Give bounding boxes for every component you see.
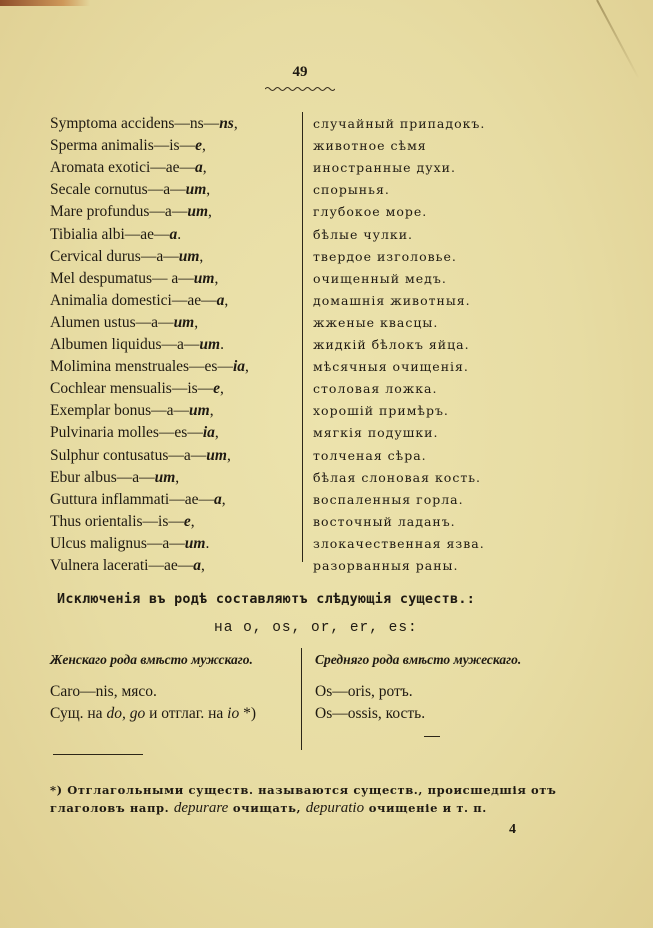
latin-stem: Guttura inflammati—ae—	[50, 490, 214, 508]
suffix-do-go: do, go	[106, 705, 146, 722]
exceptions-subheading: на o, os, or, er, es:	[214, 620, 418, 636]
latin-stem: Sperma animalis—is—	[50, 137, 196, 155]
latin-term	[50, 135, 206, 157]
russian-translation: бѣлые чулки.	[313, 226, 414, 242]
russian-translation: восточный ладанъ.	[313, 513, 456, 529]
separator: ,	[209, 402, 214, 420]
latin-ending: um	[206, 446, 227, 464]
separator: ,	[175, 468, 180, 486]
russian-translation: воспаленныя горла.	[313, 491, 464, 507]
russian-translation: жженые квасцы.	[313, 314, 439, 330]
latin-ending: um	[154, 468, 176, 486]
latin-ending: um	[189, 402, 210, 420]
latin-ending: um	[187, 203, 209, 221]
latin-term	[50, 400, 214, 422]
latin-stem: Aromata exotici—ae—	[50, 159, 196, 177]
latin-ending: e	[183, 512, 191, 530]
latin-ending: um	[178, 247, 200, 265]
column-divider	[302, 112, 303, 562]
separator: ,	[201, 137, 206, 155]
latin-stem: Ebur albus—a—	[50, 468, 155, 486]
russian-translation: мѣсячныя очищенія.	[313, 359, 469, 375]
exceptions-heading: Исключенія въ родѣ составляютъ слѣдующія существ.:	[57, 592, 476, 607]
latin-stem: Symptoma accidens—ns—	[50, 115, 220, 132]
latin-stem: Molimina menstruales—es—	[50, 358, 233, 376]
paper-crease	[596, 0, 640, 80]
separator: .	[177, 225, 182, 243]
russian-translation: хорошій примѣръ.	[313, 403, 449, 419]
latin-stem: Mare profundus—a—	[50, 203, 188, 221]
russian-translation: разорванныя раны.	[313, 558, 459, 573]
russian-translation: глубокое море.	[313, 204, 428, 220]
russian-translation: бѣлая слоновая кость.	[313, 469, 482, 485]
wavy-ornament	[265, 86, 335, 92]
latin-ending: a	[169, 225, 178, 243]
latin-word: depuratio	[305, 800, 365, 816]
russian-translation: злокачественная язва.	[313, 535, 485, 551]
latin-term	[50, 246, 203, 268]
latin-term	[50, 555, 205, 577]
latin-ending: um	[184, 534, 206, 552]
neuter-example-1: Os—oris, ротъ.	[315, 683, 413, 700]
feminine-example-1: Caro—nis, мясо.	[50, 683, 157, 700]
russian-translation: толченая сѣра.	[313, 447, 427, 463]
page-number: 49	[292, 64, 308, 80]
separator: ,	[199, 247, 204, 265]
latin-ending: um	[173, 313, 195, 331]
latin-term	[50, 113, 238, 135]
russian-translation: столовая ложка.	[313, 381, 438, 397]
latin-term	[50, 268, 218, 290]
latin-ending: um	[185, 181, 207, 199]
latin-term	[50, 334, 224, 356]
latin-term	[50, 533, 209, 555]
neuter-column-title: Средняго рода вмѣсто мужескаго.	[315, 652, 522, 667]
latin-word: depurare	[173, 800, 229, 816]
latin-stem: Tibialia albi—ae—	[50, 225, 170, 243]
latin-ending: ia	[202, 424, 215, 442]
separator: ,	[245, 358, 249, 376]
separator: ,	[200, 557, 205, 574]
separator: ,	[190, 512, 195, 530]
signature-mark: 4	[509, 822, 516, 837]
latin-term	[50, 422, 219, 444]
end-dash	[424, 736, 440, 737]
separator: ,	[208, 203, 212, 221]
footnote-rule	[53, 754, 143, 755]
separator: ,	[221, 490, 226, 508]
latin-stem: Animalia domestici—ae—	[50, 291, 217, 309]
latin-stem: Ulcus malignus—a—	[50, 534, 185, 552]
latin-ending: a	[214, 490, 222, 508]
latin-term	[50, 489, 226, 511]
latin-ending: a	[195, 159, 203, 177]
separator: .	[205, 534, 210, 552]
separator: .	[220, 336, 224, 353]
latin-term	[50, 467, 179, 489]
separator: ,	[224, 291, 229, 309]
feminine-column-title: Женскаго рода вмѣсто мужскаго.	[50, 652, 253, 667]
latin-ending: e	[213, 380, 221, 398]
russian-translation: иностранные духи.	[313, 160, 456, 176]
latin-stem: Mel despumatus— a—	[50, 269, 194, 287]
russian-translation: твердое изголовье.	[313, 248, 457, 264]
latin-stem: Albumen liquidus—a—	[50, 336, 200, 353]
latin-term	[50, 179, 210, 201]
latin-ending: e	[195, 137, 202, 155]
latin-stem: Alumen ustus—a—	[50, 313, 174, 331]
latin-ending: um	[193, 269, 215, 287]
latin-term	[50, 511, 195, 533]
russian-translation: животное сѣмя	[313, 138, 427, 154]
text: Сущ. на	[50, 705, 107, 722]
latin-stem: Pulvinaria molles—es—	[50, 424, 203, 442]
footnote-reference[interactable]: *)	[239, 705, 257, 722]
footnote-line-2	[50, 800, 487, 817]
latin-ending: a	[193, 557, 201, 574]
separator: ,	[194, 313, 199, 331]
latin-term	[50, 157, 207, 179]
latin-ending: um	[199, 336, 221, 353]
text: очищать,	[228, 801, 306, 815]
feminine-example-2	[50, 705, 256, 723]
latin-stem: Sulphur contusatus—a—	[50, 446, 207, 464]
russian-translation: мягкія подушки.	[313, 425, 439, 441]
text: глаголовъ напр.	[50, 801, 174, 815]
paper-stain	[0, 0, 90, 6]
latin-stem: Secale cornutus—a—	[50, 181, 186, 199]
latin-term	[50, 290, 228, 312]
latin-term	[50, 312, 198, 334]
separator: ,	[214, 424, 219, 442]
latin-term	[50, 378, 224, 400]
latin-ending: a	[216, 291, 225, 309]
separator: ,	[202, 159, 207, 177]
russian-translation: домашнія животныя.	[313, 292, 471, 308]
latin-stem: Vulnera lacerati—ae—	[50, 557, 194, 574]
latin-stem: Exemplar bonus—a—	[50, 402, 190, 420]
latin-ending: ia	[232, 358, 246, 376]
russian-translation: очищенный медъ.	[313, 270, 447, 286]
latin-term	[50, 224, 181, 246]
latin-stem: Thus orientalis—is—	[50, 512, 184, 530]
latin-term	[50, 356, 249, 378]
suffix-io: io	[227, 705, 240, 722]
neuter-example-2: Os—ossis, кость.	[315, 705, 426, 722]
latin-stem: Cochlear mensualis—is—	[50, 380, 214, 398]
separator: ,	[226, 446, 231, 464]
latin-term	[50, 445, 231, 467]
text: очищеніе и т. п.	[364, 801, 487, 815]
russian-translation: спорынья.	[313, 182, 390, 198]
separator: ,	[233, 115, 238, 132]
footnote-line-1: *) Отглагольными существ. называются существ., происшедшія отъ	[50, 783, 557, 797]
russian-translation: жидкій бѣлокъ яйца.	[313, 337, 470, 352]
russian-translation: случайный припадокъ.	[313, 116, 486, 131]
latin-term	[50, 201, 212, 223]
separator: ,	[214, 269, 219, 287]
latin-stem: Cervical durus—a—	[50, 247, 179, 265]
exceptions-column-divider	[301, 648, 302, 750]
separator: ,	[206, 181, 211, 199]
latin-ending: ns	[219, 115, 234, 132]
text: и отглаг. на	[145, 705, 228, 722]
separator: ,	[220, 380, 224, 398]
